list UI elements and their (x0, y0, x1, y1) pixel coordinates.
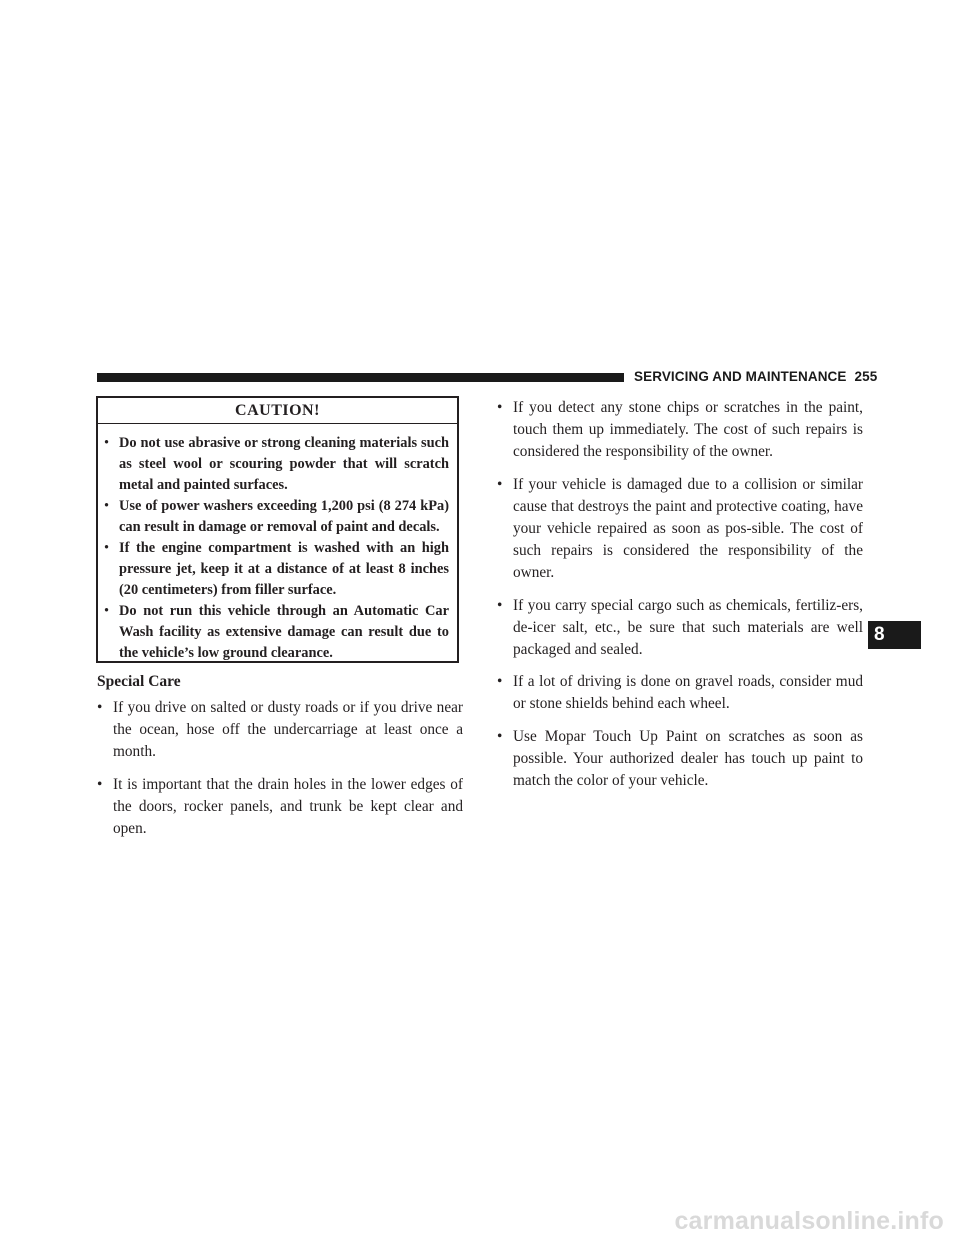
list-item: • If your vehicle is damaged due to a collision or similar cause that destroys the paint and protective coating, have your vehicle repaired as soon as pos-sible. The cost of such repairs is considered the responsibility of the owner. (497, 474, 863, 585)
watermark-logo: carmanualsonline.info (674, 1207, 944, 1235)
list-item: • Use Mopar Touch Up Paint on scratches as soon as possible. Your authorized dealer has touch up paint to match the color of your vehicle. (497, 726, 863, 793)
caution-item: • If the engine compartment is washed with an high pressure jet, keep it at a distance of at least 8 inches (20 centimeters) from filler surface. (109, 538, 449, 601)
list-item: • It is important that the drain holes in the lower edges of the doors, rocker panels, and trunk be kept clear and open. (97, 774, 463, 841)
header-rule (97, 373, 624, 382)
list-item: • If you carry special cargo such as chemicals, fertiliz-ers, de-icer salt, etc., be sure that such materials are well packaged and sealed. (497, 595, 863, 662)
special-care-list-left (97, 697, 463, 850)
caution-list (109, 433, 449, 664)
section-title: Special Care (97, 673, 181, 690)
caution-item: • Use of power washers exceeding 1,200 psi (8 274 kPa) can result in damage or removal of paint and decals. (109, 496, 449, 538)
caution-item: • Do not run this vehicle through an Automatic Car Wash facility as extensive damage can result due to the vehicle’s low ground clearance. (109, 601, 449, 664)
list-item: • If you drive on salted or dusty roads or if you drive near the ocean, hose off the undercarriage at least once a month. (97, 697, 463, 764)
caution-item: • Do not use abrasive or strong cleaning materials such as steel wool or scouring powder that will scratch metal and painted surfaces. (109, 433, 449, 496)
page-number: 255 (854, 369, 878, 384)
chapter-tab: 8 (868, 621, 921, 649)
section-name: SERVICING AND MAINTENANCE (634, 369, 847, 384)
caution-title: CAUTION! (98, 398, 457, 424)
list-item: • If you detect any stone chips or scratches in the paint, touch them up immediately. The cost of such repairs is considered the responsibility of the owner. (497, 397, 863, 464)
special-care-list-right (497, 397, 863, 802)
caution-box (96, 396, 459, 663)
list-item: • If a lot of driving is done on gravel roads, consider mud or stone shields behind each wheel. (497, 671, 863, 715)
running-header (634, 369, 877, 384)
